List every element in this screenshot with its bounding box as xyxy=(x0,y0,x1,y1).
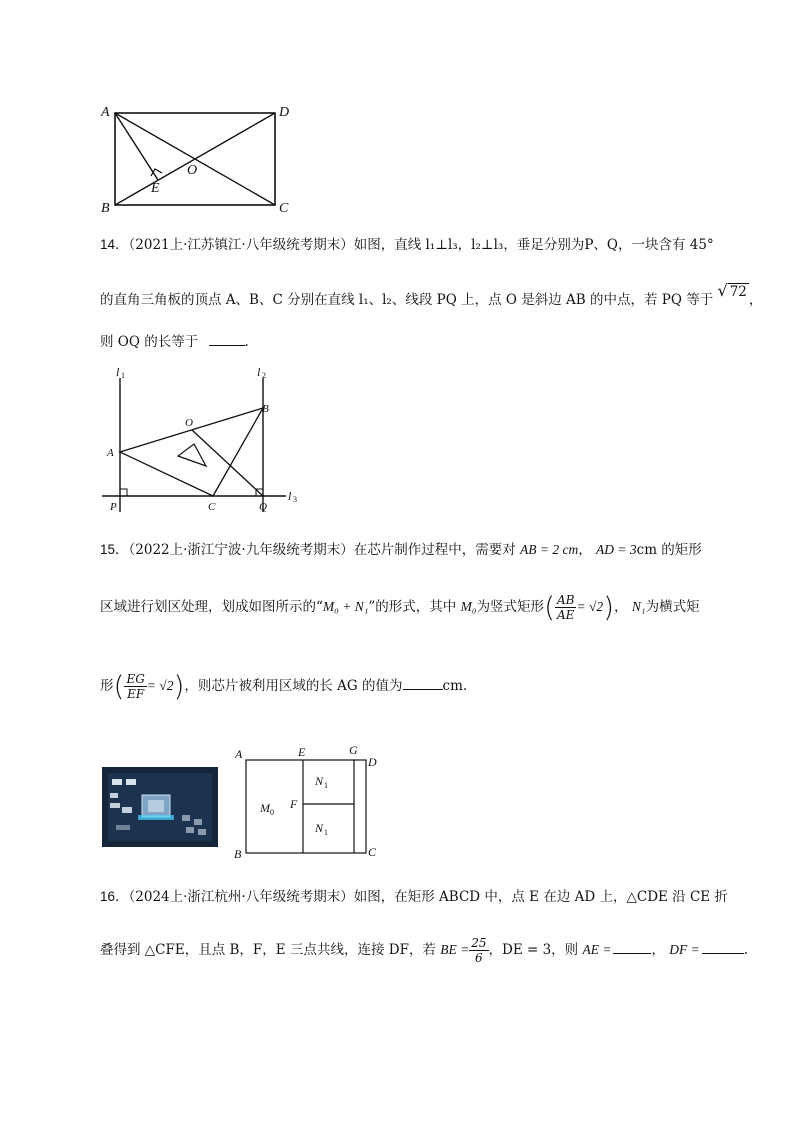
point-e-label: E xyxy=(298,745,306,759)
q14-line1 xyxy=(100,236,714,254)
be-equation: BE = xyxy=(440,942,470,957)
q16-df-answer-blank[interactable] xyxy=(702,941,744,954)
n1-top-region-label: N xyxy=(315,774,324,788)
m0-region-label: M xyxy=(260,801,270,815)
n1-top-region-sub: 1 xyxy=(324,781,328,790)
q15-number: 15． xyxy=(100,542,129,557)
q14-line3 xyxy=(100,333,249,351)
q15-text2b: ”的形式，其中 xyxy=(368,599,457,615)
q16-separator: ， xyxy=(651,942,665,958)
q16-source: （2024上·浙江杭州·八年级统考期末） xyxy=(128,889,354,905)
q15-comma: ， xyxy=(614,599,628,615)
be-fraction: $\frac{25}{6}$ xyxy=(471,936,487,965)
q15-text3a: 形 xyxy=(100,678,114,694)
q14-text2: 的直角三角板的顶点 A、B、C 分别在直线 l₁、l₂、线段 PQ 上，点 O 是斜边 AB 的中点，若 PQ 等于 xyxy=(100,292,714,308)
q14-text3: 则 OQ 的长等于 xyxy=(100,334,199,350)
q14-answer-blank[interactable] xyxy=(209,333,245,346)
line-l1-sub: 1 xyxy=(121,371,125,380)
line-l2-sub: 2 xyxy=(262,371,266,380)
q16-text2a: 叠得到 △CFE，且点 B，F，E 三点共线，连接 DF，若 xyxy=(100,942,436,958)
point-p-label: P xyxy=(110,501,117,513)
ab-equation: AB = 2 cm， xyxy=(520,542,592,557)
point-e-label: E xyxy=(151,181,160,196)
m0-region-sub: 0 xyxy=(270,808,274,817)
ae-equation: AE = xyxy=(582,942,612,957)
ab-over-ae-fraction: $\frac{AB}{AE}$ xyxy=(557,593,575,622)
chip-photo xyxy=(102,767,218,847)
point-d-label: D xyxy=(279,105,290,120)
point-b-label: B xyxy=(262,403,269,415)
q14-number: 14． xyxy=(100,237,129,252)
point-g-label: G xyxy=(349,743,358,757)
q16-text1: 如图，在矩形 ABCD 中，点 E 在边 AD 上，△CDE 沿 CE 折 xyxy=(353,889,728,905)
q16-line2 xyxy=(100,928,748,972)
frac1-rhs: = √2 xyxy=(576,599,604,614)
m0-symbol: M₀ xyxy=(460,599,477,614)
q15-text1b: cm 的矩形 xyxy=(636,542,702,558)
q15-answer-blank[interactable] xyxy=(403,677,443,690)
q16-text2b: ，DE = 3，则 xyxy=(488,942,579,958)
line-l2-label: l xyxy=(257,365,261,379)
df-equation: DF = xyxy=(669,942,700,957)
point-c-label: C xyxy=(368,845,377,859)
m0-plus-n1: M₀ + N₁ xyxy=(322,599,369,614)
q15-text1: 在芯片制作过程中，需要对 xyxy=(353,542,516,558)
ad-equation: AD = 3 xyxy=(596,542,637,557)
q16-ae-answer-blank[interactable] xyxy=(613,941,651,954)
point-a-label: A xyxy=(101,105,110,120)
perpendicular-lines-triangle-figure xyxy=(98,364,308,519)
q14-comma: ， xyxy=(748,292,763,308)
n1-bottom-region-label: N xyxy=(315,821,324,835)
q14-line2 xyxy=(100,281,763,309)
point-c-label: C xyxy=(208,501,216,513)
point-b-label: B xyxy=(234,847,242,861)
point-q-label: Q xyxy=(259,501,267,513)
q16-line1 xyxy=(100,888,728,906)
point-f-label: F xyxy=(290,797,298,811)
line-l3-sub: 3 xyxy=(293,495,297,504)
frac2-rhs: = √2 xyxy=(146,678,174,693)
q15-line2: 区域进行划区处理，划成如图所示的“M₀ + N₁”的形式，其中 M₀为竖式矩形( $\frac{AB}{AE}$ = √2)， N₁为横式矩 xyxy=(100,590,700,624)
q15-text3b: ，则芯片被利用区域的长 AG 的值为 xyxy=(184,678,403,694)
point-o-label: O xyxy=(185,417,193,429)
line-l1-label: l xyxy=(116,365,120,379)
n1-bottom-region-sub: 1 xyxy=(324,828,328,837)
q14-text1: 如图，直线 l₁⊥l₃，l₂⊥l₃，垂足分别为P、Q，一块含有 45° xyxy=(353,237,714,253)
rectangle-abcd-figure xyxy=(95,100,305,220)
point-o-label: O xyxy=(187,163,198,178)
q15-text2e: 为横式矩 xyxy=(645,599,700,615)
point-a-label: A xyxy=(235,747,243,761)
point-b-label: B xyxy=(101,201,110,216)
point-a-label: A xyxy=(107,447,114,459)
q15-unit: cm. xyxy=(442,678,468,694)
q16-period: . xyxy=(743,942,749,958)
n1-symbol: N₁ xyxy=(631,599,646,614)
q15-text2a: 区域进行划区处理，划成如图所示的“ xyxy=(100,599,323,615)
q14-source: （2021上·江苏镇江·八年级统考期末） xyxy=(128,237,354,253)
line-l3-label: l xyxy=(288,489,292,503)
q15-line3: 形( $\frac{EG}{EF}$ = √2)，则芯片被利用区域的长 AG 的值为 cm. xyxy=(100,669,468,703)
sqrt-72: √ 72 xyxy=(717,281,747,300)
q15-text2c: 为竖式矩形 xyxy=(476,599,545,615)
point-c-label: C xyxy=(279,201,289,216)
q15-line1 xyxy=(100,541,702,559)
q15-source: （2022上·浙江宁波·九年级统考期末） xyxy=(128,542,354,558)
q16-number: 16． xyxy=(100,889,129,904)
point-d-label: D xyxy=(368,755,377,769)
q14-period: . xyxy=(244,334,249,350)
eg-over-ef-fraction: $\frac{EG}{EF}$ xyxy=(126,672,145,701)
rectangle-partition-figure xyxy=(228,740,388,865)
